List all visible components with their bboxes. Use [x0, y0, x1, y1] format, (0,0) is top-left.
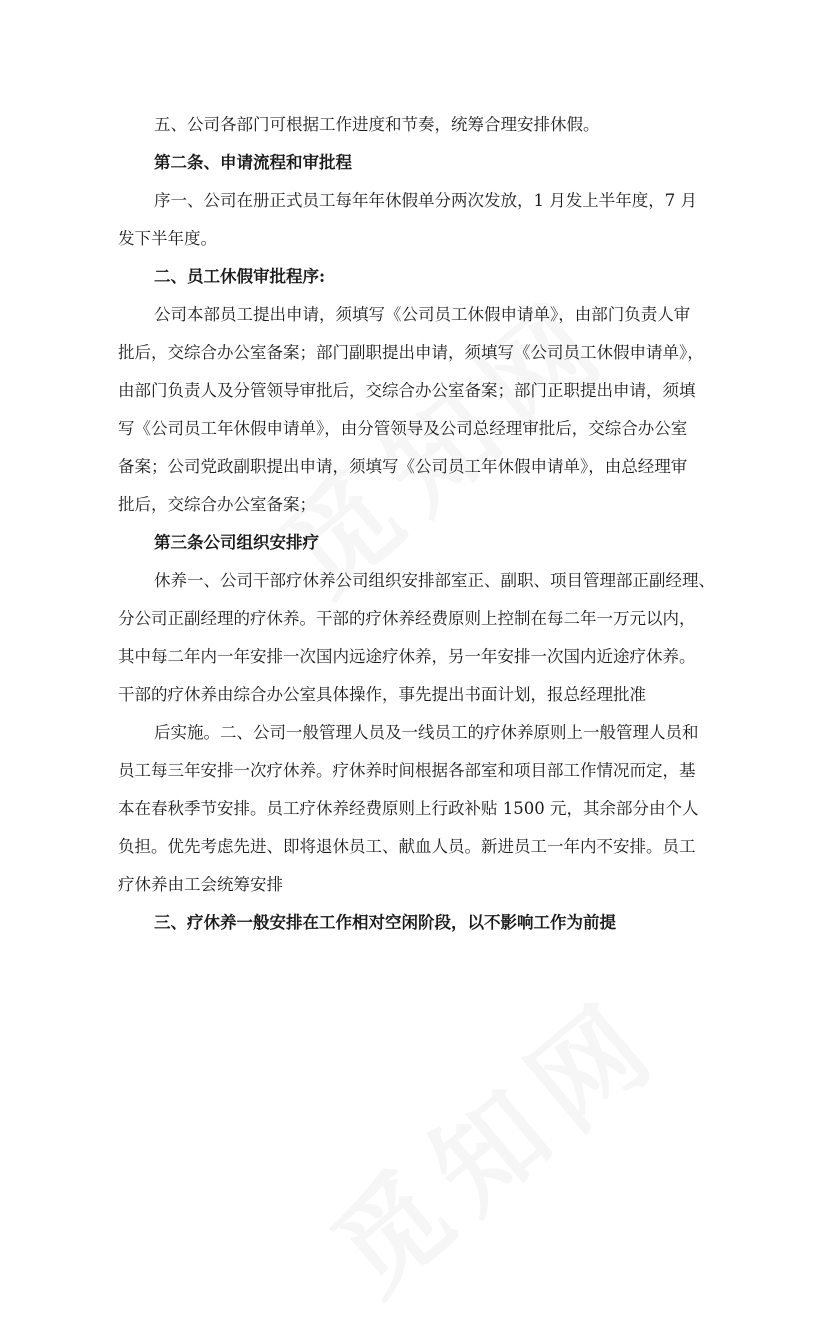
section-heading: 二、员工休假审批程序: [154, 267, 326, 286]
paragraph-line: 由部门负责人及分管领导审批后，交综合办公室备案；部门正职提出申请，须填 [118, 381, 696, 400]
paragraph-line: 休养一、公司干部疗休养公司组织安排部室正、副职、项目管理部正副经理、 [154, 571, 715, 590]
paragraph-line: 后实施。二、公司一般管理人员及一线员工的疗休养原则上一般管理人员和 [154, 723, 699, 742]
paragraph-line: 序一、公司在册正式员工每年年休假单分两次发放，1 月发上半年度，7 月 [154, 191, 697, 210]
section-heading: 第三条公司组织安排疗 [154, 533, 319, 552]
document-body [118, 106, 715, 942]
section-heading: 第二条、申请流程和审批程 [154, 153, 352, 172]
paragraph-line: 分公司正副经理的疗休养。干部的疗休养经费原则上控制在每二年一万元以内， [118, 609, 696, 628]
paragraph-line: 疗休养由工会统筹安排 [118, 875, 283, 894]
paragraph-line: 本在春秋季节安排。员工疗休养经费原则上行政补贴 1500 元，其余部分由个人 [118, 799, 699, 818]
section-heading: 三、疗休养一般安排在工作相对空闲阶段，以不影响工作为前提 [154, 913, 616, 932]
paragraph-line: 写《公司员工年休假申请单》，由分管领导及公司总经理审批后，交综合办公室 [118, 419, 688, 438]
paragraph-line: 备案；公司党政副职提出申请，须填写《公司员工年休假申请单》，由总经理审 [118, 457, 688, 476]
paragraph-line: 其中每二年内一年安排一次国内远途疗休养，另一年安排一次国内近途疗休养。 [118, 647, 696, 666]
paragraph-line: 公司本部员工提出申请，须填写《公司员工休假申请单》，由部门负责人审 [154, 305, 691, 324]
paragraph-line: 员工每三年安排一次疗休养。疗休养时间根据各部室和项目部工作情况而定，基 [118, 761, 696, 780]
paragraph-line: 发下半年度。 [118, 229, 217, 248]
paragraph-line: 干部的疗休养由综合办公室具体操作，事先提出书面计划，报总经理批准 [118, 685, 646, 704]
paragraph-line: 批后，交综合办公室备案；部门副职提出申请，须填写《公司员工休假申请单》， [118, 343, 704, 362]
paragraph-line: 五、公司各部门可根据工作进度和节奏，统筹合理安排休假。 [154, 115, 600, 134]
paragraph-line: 负担。优先考虑先进、即将退休员工、献血人员。新进员工一年内不安排。员工 [118, 837, 696, 856]
watermark [294, 955, 690, 1323]
paragraph-line: 批后，交综合办公室备案； [118, 495, 316, 514]
